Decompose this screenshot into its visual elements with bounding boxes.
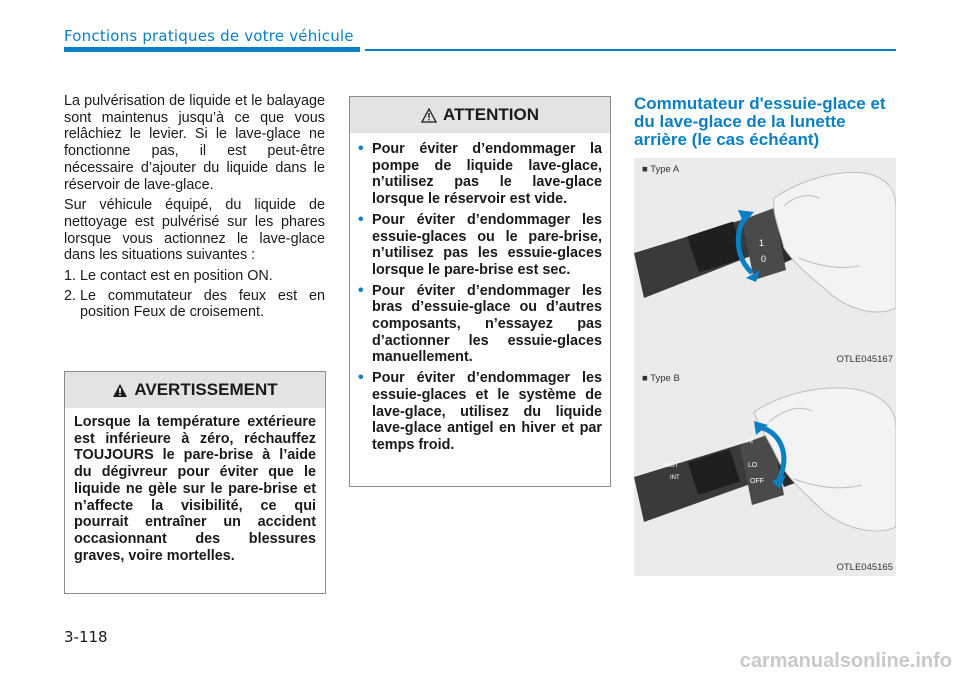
section-title: Commutateur d'essuie-glace et du lave-glace de la lunette arrière (le cas échéant): [634, 94, 886, 149]
header-rule-thin: [365, 49, 896, 51]
warning-triangle-icon: [421, 108, 437, 123]
lever-label: OFF: [750, 478, 764, 485]
paragraph: La pulvérisation de liquide et le balayage sont maintenus jusqu’à ce que vous relâchiez le levier. Si le lave-glace ne fonctionne pas, il est peut-être nécessaire d’ajouter du liquide dans le réservoir de lave-glace.: [64, 93, 325, 193]
list-item: [64, 288, 325, 321]
warning-header: [65, 372, 325, 408]
caution-item-text: Pour éviter d’endommager les bras d’essuie-glace ou d’autres composants, n’essayez pas d’actionner les essuie-glaces manuellement.: [372, 282, 602, 366]
header-title: Fonctions pratiques de votre véhicule: [64, 27, 354, 45]
caution-item-text: Pour éviter d’endommager la pompe de liquide lave-glace, n’utilisez pas le lave-glace lorsque le réservoir est vide.: [372, 141, 602, 208]
list-text: Le commutateur des feux est en position Feux de croisement.: [80, 287, 325, 321]
lever-label: HI: [746, 438, 753, 445]
bullet-icon: •: [358, 210, 364, 228]
lever-label: 1: [759, 238, 765, 248]
bullet-icon: •: [358, 369, 364, 387]
header-rule-thick: [64, 47, 360, 52]
body-text-column: [64, 93, 325, 324]
figure-type-label: ■ Type A: [642, 164, 680, 175]
caution-item: [358, 212, 602, 279]
figure-code: OTLE045167: [836, 354, 893, 365]
figure-type-a: [634, 158, 896, 368]
list-number: 1.: [64, 268, 77, 285]
caution-item: [358, 370, 602, 454]
warning-text: Lorsque la température extérieure est inférieure à zéro, réchauffez TOUJOURS le pare-brise à l’aide du dégivreur pour éviter que le liquide ne gèle sur le pare-brise et n’affecte la visibilité, ce qui pourrait entraîner un accident occasionnant des blessures graves, voire mortelles.: [74, 414, 316, 564]
figure-type-b: [634, 367, 896, 576]
warning-triangle-icon: [112, 383, 128, 398]
watermark: carmanualsonline.info: [739, 650, 952, 672]
caution-box: [349, 96, 611, 487]
caution-item: [358, 283, 602, 367]
list-text: Le contact est en position ON.: [80, 268, 273, 285]
list-number: 2.: [64, 287, 77, 304]
figure-code: OTLE045165: [836, 562, 893, 573]
lever-label: INT: [670, 475, 680, 481]
figure-type-label: ■ Type B: [642, 373, 680, 384]
lever-label: LO: [748, 462, 758, 469]
page-number: 3-118: [64, 628, 108, 646]
warning-title: AVERTISSEMENT: [134, 380, 278, 399]
bullet-icon: •: [358, 140, 364, 157]
warning-box: [64, 371, 326, 594]
caution-item-text: Pour éviter d’endommager les essuie-glaces ou le pare-brise, n’utilisez pas les essuie-glaces lorsque le pare-brise est sec.: [372, 211, 602, 278]
caution-header: [350, 97, 610, 133]
wiper-lever-illustration: [634, 158, 896, 368]
wiper-lever-illustration: [634, 367, 896, 576]
caution-item: [358, 141, 602, 208]
caution-title: ATTENTION: [442, 105, 539, 124]
lever-label: 0: [761, 254, 767, 264]
list-item: [64, 268, 325, 285]
caution-item-text: Pour éviter d’endommager les essuie-glaces et le système de lave-glace, utilisez du liquide lave-glace antigel en hiver et par temps froid.: [372, 370, 602, 453]
paragraph: Sur véhicule équipé, du liquide de nettoyage est pulvérisé sur les phares lorsque vous actionnez le lave-glace dans les situations suivantes :: [64, 197, 325, 264]
lever-label: MIST: [664, 463, 679, 469]
bullet-icon: •: [358, 281, 364, 299]
conditions-list: [64, 268, 325, 321]
